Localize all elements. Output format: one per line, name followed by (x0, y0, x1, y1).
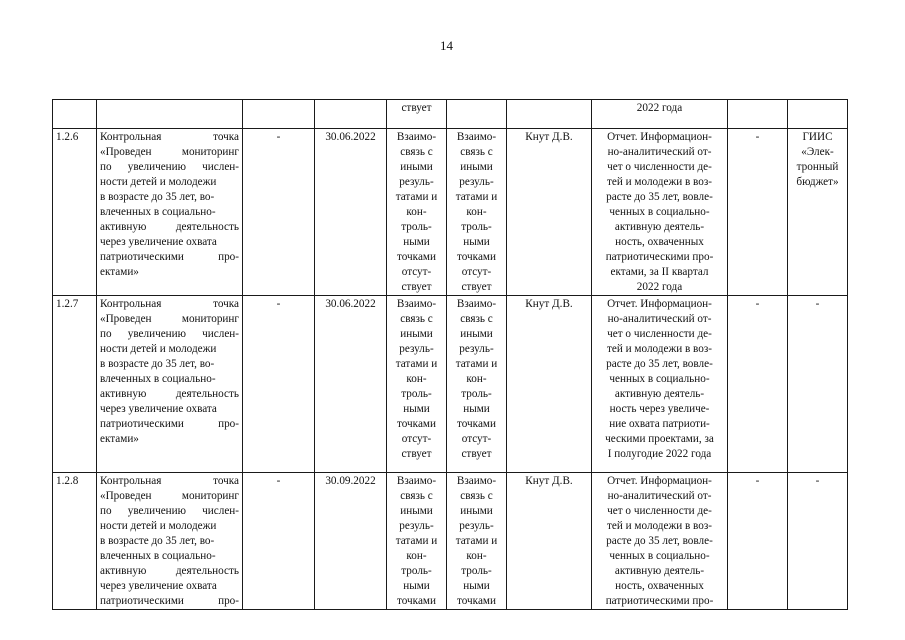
cell-empty (53, 100, 97, 129)
relationship-line: связь с (400, 313, 433, 325)
relationship-line: ствует (401, 281, 432, 293)
cell-empty (788, 100, 848, 129)
relationship-line: точками (397, 595, 436, 607)
name-line (100, 145, 239, 160)
relationship-line: троль- (461, 221, 492, 233)
name-word: точка (213, 475, 239, 487)
name-line (100, 327, 239, 342)
cell-empty (97, 100, 243, 129)
result-line: тей и молодежи в воз- (607, 176, 712, 188)
name-word: числен- (202, 328, 239, 340)
relationship-line: татами и (455, 358, 498, 370)
result-document (592, 129, 728, 296)
result-line: расте до 35 лет, вовле- (606, 191, 713, 203)
row-number: 1.2.8 (53, 473, 97, 610)
system-line: «Элек- (801, 146, 834, 158)
result-line: активную деятель- (614, 388, 705, 400)
table-row-continuation (53, 100, 848, 129)
relationship-line: кон- (406, 373, 427, 385)
relationship-line: резуль- (399, 176, 434, 188)
cell-empty (243, 100, 315, 129)
system-line: - (815, 475, 820, 487)
relationship-line: ствует (461, 448, 492, 460)
name-line (100, 297, 239, 312)
result-line: активную деятель- (614, 221, 705, 233)
relationship-line: точками (397, 251, 436, 263)
name-word: Контрольная (100, 475, 162, 487)
relationship-control-points (447, 296, 507, 473)
relationship-line: ными (403, 403, 430, 415)
relationship-line: иными (400, 505, 433, 517)
name-line (100, 474, 239, 489)
cell-empty (315, 100, 387, 129)
name-word: ектами» (100, 433, 139, 445)
name-word: по (100, 328, 112, 340)
result-line: ченных в социально- (609, 373, 710, 385)
name-word: по (100, 505, 112, 517)
relationship-line: отсут- (401, 433, 432, 445)
start-date: - (243, 296, 315, 473)
name-word: активную (100, 388, 147, 400)
relationship-line: кон- (466, 206, 487, 218)
result-document (592, 473, 728, 610)
relationship-line: резуль- (399, 520, 434, 532)
name-word: в возрасте до 35 лет, во- (100, 535, 215, 547)
end-date: 30.06.2022 (315, 296, 387, 473)
name-word: числен- (202, 505, 239, 517)
name-line (100, 220, 239, 235)
name-line (100, 489, 239, 504)
relationship-line: отсут- (461, 266, 492, 278)
name-word: «Проведен (100, 490, 152, 502)
system-line: - (815, 298, 820, 310)
information-system (788, 296, 848, 473)
result-line: чет о численности де- (607, 161, 712, 173)
name-word: увеличению (127, 505, 187, 517)
relationship-line: отсут- (401, 266, 432, 278)
relationship-line: Взаимо- (396, 475, 437, 487)
result-line: но-аналитический от- (607, 313, 712, 325)
name-word: увеличению (127, 328, 187, 340)
relationship-line: троль- (461, 565, 492, 577)
name-word: про- (218, 418, 239, 430)
name-line (100, 342, 239, 357)
cell-relationship-tail: ствует (387, 100, 447, 129)
name-line (100, 175, 239, 190)
name-line (100, 564, 239, 579)
responsible-person: Кнут Д.В. (507, 129, 592, 296)
relationship-line: кон- (406, 550, 427, 562)
name-word: патриотическими (100, 418, 184, 430)
name-line (100, 549, 239, 564)
name-word: деятельность (175, 388, 239, 400)
relationship-line: Взаимо- (456, 131, 497, 143)
cell-empty (447, 100, 507, 129)
name-word: ности детей и молодежи (100, 176, 217, 188)
relationship-results (387, 296, 447, 473)
relationship-line: ствует (461, 281, 492, 293)
result-line: патриотическими про- (605, 595, 714, 607)
relationship-line: ными (463, 580, 490, 592)
name-line (100, 402, 239, 417)
relationship-control-points (447, 129, 507, 296)
result-line: I полугодие 2022 года (607, 448, 712, 460)
name-word: через увеличение охвата (100, 580, 217, 592)
relationship-line: связь с (460, 146, 493, 158)
name-word: патриотическими (100, 595, 184, 607)
name-word: патриотическими (100, 251, 184, 263)
relationship-line: татами и (455, 191, 498, 203)
name-line (100, 579, 239, 594)
name-line (100, 534, 239, 549)
system-line: тронный (796, 161, 839, 173)
result-line: ность через увеличе- (609, 403, 710, 415)
relationship-line: резуль- (459, 520, 494, 532)
start-date: - (243, 129, 315, 296)
result-line: ческими проектами, за (605, 433, 714, 445)
cell-result-tail: 2022 года (592, 100, 728, 129)
cell-empty (507, 100, 592, 129)
system-line: ГИИС (802, 131, 833, 143)
relationship-line: отсут- (461, 433, 492, 445)
name-line (100, 312, 239, 327)
name-line (100, 387, 239, 402)
name-word: в возрасте до 35 лет, во- (100, 191, 215, 203)
name-word: увеличению (127, 161, 187, 173)
col9-value: - (728, 129, 788, 296)
result-line: 2022 года (636, 281, 683, 293)
information-system (788, 473, 848, 610)
name-word: ектами» (100, 266, 139, 278)
name-line (100, 357, 239, 372)
name-word: «Проведен (100, 313, 152, 325)
name-word: по (100, 161, 112, 173)
relationship-line: точками (457, 251, 496, 263)
name-word: Контрольная (100, 298, 162, 310)
name-word: мониторинг (181, 146, 239, 158)
name-word: влеченных в социально- (100, 206, 216, 218)
name-word: мониторинг (181, 313, 239, 325)
name-word: активную (100, 221, 147, 233)
relationship-line: иными (400, 161, 433, 173)
control-point-name (97, 296, 243, 473)
name-line (100, 432, 239, 447)
responsible-person: Кнут Д.В. (507, 296, 592, 473)
name-line (100, 130, 239, 145)
name-word: про- (218, 595, 239, 607)
relationship-line: Взаимо- (456, 298, 497, 310)
name-word: деятельность (175, 221, 239, 233)
relationship-line: ными (463, 236, 490, 248)
name-line (100, 594, 239, 609)
result-line: Отчет. Информацион- (607, 298, 712, 310)
relationship-line: иными (460, 328, 493, 340)
relationship-line: троль- (401, 221, 432, 233)
relationship-line: троль- (401, 565, 432, 577)
information-system (788, 129, 848, 296)
relationship-control-points (447, 473, 507, 610)
name-word: ности детей и молодежи (100, 520, 217, 532)
relationship-line: резуль- (459, 176, 494, 188)
end-date: 30.09.2022 (315, 473, 387, 610)
relationship-line: связь с (460, 313, 493, 325)
relationship-line: татами и (395, 191, 438, 203)
result-line: ние охвата патриоти- (609, 418, 710, 430)
relationship-line: ными (403, 580, 430, 592)
name-line (100, 519, 239, 534)
name-word: через увеличение охвата (100, 403, 217, 415)
responsible-person: Кнут Д.В. (507, 473, 592, 610)
name-word: активную (100, 565, 147, 577)
name-line (100, 205, 239, 220)
table-row (53, 129, 848, 296)
relationship-line: ными (463, 403, 490, 415)
result-line: чет о численности де- (607, 505, 712, 517)
name-word: точка (213, 131, 239, 143)
name-word: числен- (202, 161, 239, 173)
name-word: влеченных в социально- (100, 373, 216, 385)
relationship-line: точками (457, 418, 496, 430)
relationship-line: кон- (466, 550, 487, 562)
relationship-line: связь с (400, 490, 433, 502)
name-line (100, 265, 239, 280)
result-line: ченных в социально- (609, 550, 710, 562)
result-line: ектами, за II квартал (610, 266, 709, 278)
cell-empty (728, 100, 788, 129)
name-line (100, 250, 239, 265)
result-line: чет о численности де- (607, 328, 712, 340)
control-point-name (97, 473, 243, 610)
result-line: расте до 35 лет, вовле- (606, 535, 713, 547)
relationship-line: точками (457, 595, 496, 607)
result-line: тей и молодежи в воз- (607, 520, 712, 532)
name-word: мониторинг (181, 490, 239, 502)
relationship-line: кон- (406, 206, 427, 218)
relationship-line: татами и (455, 535, 498, 547)
relationship-line: Взаимо- (396, 131, 437, 143)
relationship-line: резуль- (399, 343, 434, 355)
relationship-line: Взаимо- (396, 298, 437, 310)
result-line: тей и молодежи в воз- (607, 343, 712, 355)
col9-value: - (728, 296, 788, 473)
relationship-line: иными (460, 161, 493, 173)
result-line: ченных в социально- (609, 206, 710, 218)
result-line: Отчет. Информацион- (607, 131, 712, 143)
relationship-line: кон- (466, 373, 487, 385)
name-word: деятельность (175, 565, 239, 577)
row-number: 1.2.6 (53, 129, 97, 296)
relationship-results (387, 473, 447, 610)
relationship-line: татами и (395, 535, 438, 547)
relationship-line: резуль- (459, 343, 494, 355)
result-line: но-аналитический от- (607, 146, 712, 158)
name-line (100, 190, 239, 205)
system-line: бюджет» (796, 176, 839, 188)
name-word: точка (213, 298, 239, 310)
name-word: ности детей и молодежи (100, 343, 217, 355)
relationship-line: связь с (400, 146, 433, 158)
name-word: влеченных в социально- (100, 550, 216, 562)
name-word: «Проведен (100, 146, 152, 158)
name-word: Контрольная (100, 131, 162, 143)
page-number: 14 (440, 38, 453, 53)
start-date: - (243, 473, 315, 610)
relationship-line: троль- (461, 388, 492, 400)
result-line: ность, охваченных (615, 580, 704, 592)
name-line (100, 235, 239, 250)
name-line (100, 504, 239, 519)
result-document (592, 296, 728, 473)
relationship-line: троль- (401, 388, 432, 400)
result-line: но-аналитический от- (607, 490, 712, 502)
name-line (100, 372, 239, 387)
relationship-line: ными (403, 236, 430, 248)
result-line: расте до 35 лет, вовле- (606, 358, 713, 370)
relationship-line: иными (400, 328, 433, 340)
control-points-table (52, 99, 848, 610)
name-word: в возрасте до 35 лет, во- (100, 358, 215, 370)
col9-value: - (728, 473, 788, 610)
relationship-line: Взаимо- (456, 475, 497, 487)
name-line (100, 160, 239, 175)
result-line: патриотическими про- (605, 251, 714, 263)
name-word: через увеличение охвата (100, 236, 217, 248)
relationship-line: связь с (460, 490, 493, 502)
relationship-results (387, 129, 447, 296)
result-line: Отчет. Информацион- (607, 475, 712, 487)
relationship-line: точками (397, 418, 436, 430)
end-date: 30.06.2022 (315, 129, 387, 296)
name-word: про- (218, 251, 239, 263)
relationship-line: татами и (395, 358, 438, 370)
control-point-name (97, 129, 243, 296)
row-number: 1.2.7 (53, 296, 97, 473)
table-row (53, 296, 848, 473)
relationship-line: иными (460, 505, 493, 517)
result-line: активную деятель- (614, 565, 705, 577)
result-line: ность, охваченных (615, 236, 704, 248)
relationship-line: ствует (401, 448, 432, 460)
name-line (100, 417, 239, 432)
table-row (53, 473, 848, 610)
